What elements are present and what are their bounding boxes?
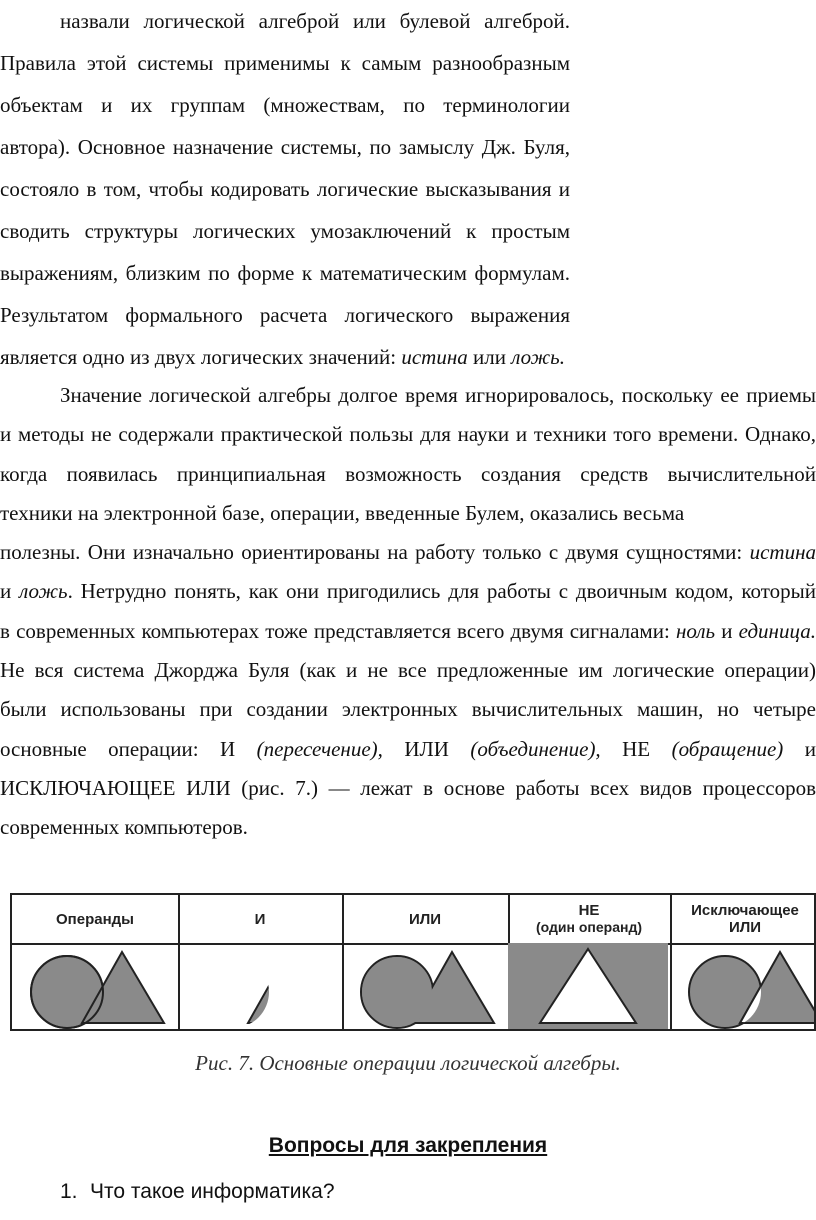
header-or: ИЛИ [342,895,510,943]
text-line: техники на электронной базе, операции, введенные Булем, оказались весьма [0,500,685,525]
text-line: сводить структуры логических умозаключений к простым [0,219,570,243]
header-xor: Исключающее ИЛИ [691,902,799,936]
text-line: назвали логической алгеброй или булевой алгеброй. [60,9,570,33]
figure-body-row [12,943,814,1031]
text-line: состояло в том, чтобы кодировать логические высказывания и [0,177,570,201]
cell-and [178,943,344,1031]
text-line: Не вся система Джорджа Буля (как и не все предложенные им логические операции) [0,658,816,683]
header-operands: Операнды [12,895,180,943]
cell-operands [12,943,180,1031]
italic-term: единица. [738,618,816,643]
question-text: Что такое информатика? [90,1180,335,1203]
italic-term: ложь. [511,345,565,369]
questions-heading: Вопросы для закрепления [268,1134,548,1157]
cell-or [342,943,510,1031]
text-line: полезны. Они изначально ориентированы на работу только с двумя сущностями: истина [0,540,816,565]
list-item [60,1180,335,1204]
text-line: объектам и их группам (множествам, по терминологии [0,93,570,117]
or-diagram [342,943,506,1031]
paragraph-significance [0,376,816,848]
question-number: 1. [60,1180,78,1203]
text-line: ИСКЛЮЧАЮЩЕЕ ИЛИ (рис. 7.) — лежат в основе работы всех видов процессоров [0,775,816,800]
text-line: Значение логической алгебры долгое время игнорировалось, поскольку ее приемы [60,383,816,407]
italic-term: истина [749,540,816,565]
header-and: И [178,895,344,943]
xor-diagram [670,943,816,1031]
questions-list [60,1180,335,1204]
figure-caption: Рис. 7. Основные операции логической алгебры. [195,1051,621,1075]
text-line: является одно из двух логических значений: истина или ложь. [0,345,565,369]
operands-diagram [12,943,176,1031]
text-line: Правила этой системы применимы к самым разнообразным [0,51,570,75]
text-line: когда появилась принципиальная возможность создания средств вычислительной [0,461,816,486]
italic-term: ложь [19,579,68,604]
text-line: и методы не содержали практической пользы для науки и техники того времени. Однако, [0,422,816,447]
text-line: выражениям, близким по форме к математическим формулам. [0,261,570,285]
not-diagram [508,943,668,1031]
cell-xor [670,943,816,1031]
header-not: НЕ (один операнд) [508,895,672,943]
figure-header-row [12,895,814,945]
italic-term: истина [401,345,468,369]
text-line: современных компьютеров. [0,815,248,840]
figure-boolean-operations [10,893,816,1031]
text-line: в современных компьютерах тоже представляется всего двумя сигналами: ноль и единица. [0,618,816,643]
text-line: автора). Основное назначение системы, по замыслу Дж. Буля, [0,135,570,159]
text-line: основные операции: И (пересечение), ИЛИ (объединение), НЕ (обращение) и [0,736,816,761]
text-line: и ложь. Нетрудно понять, как они пригодились для работы с двоичным кодом, который [0,579,816,604]
and-diagram [178,943,340,1031]
text-line: были использованы при создании электронных вычислительных машин, но четыре [0,697,816,722]
text-line: Результатом формального расчета логического выражения [0,303,570,327]
cell-not [508,943,672,1031]
italic-term: ноль [675,618,716,643]
paragraph-boolean-algebra [0,0,570,378]
